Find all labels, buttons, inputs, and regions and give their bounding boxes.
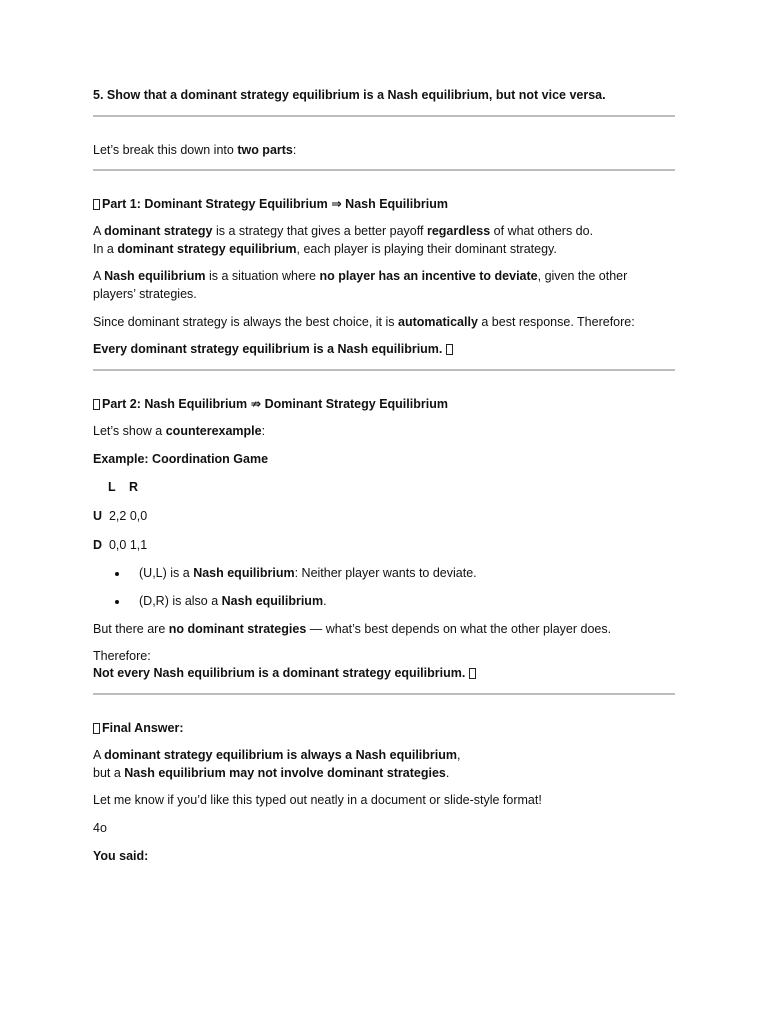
part2-conclusion: Not every Nash equilibrium is a dominant strategy equilibrium. <box>93 665 478 682</box>
missing-glyph-icon <box>93 399 100 410</box>
part1-paragraph-1: A dominant strategy is a strategy that gives a better payoff regardless of what others do. <box>93 224 594 238</box>
divider <box>93 169 675 171</box>
missing-glyph-icon <box>446 344 453 355</box>
divider <box>93 693 675 695</box>
part1-paragraph-3: A Nash equilibrium is a situation where no player has an incentive to deviate, given the other <box>93 269 628 283</box>
payoff-col-header-r: R <box>129 480 139 494</box>
payoff-row-d: D 0,0 1,1 <box>93 538 148 552</box>
divider <box>93 369 675 371</box>
not-implies-arrow-icon: ⇏ <box>250 397 262 411</box>
bullet-item-2: (D,R) is also a Nash equilibrium. <box>139 594 327 608</box>
bullet-item-1: (U,L) is a Nash equilibrium: Neither player wants to deviate. <box>139 566 477 580</box>
part1-paragraph-3-cont: players’ strategies. <box>93 287 197 301</box>
part1-heading: Part 1: Dominant Strategy Equilibrium ⇒ Nash Equilibrium <box>93 196 448 213</box>
final-line-1: A dominant strategy equilibrium is always a Nash equilibrium, <box>93 748 461 762</box>
part1-conclusion: Every dominant strategy equilibrium is a Nash equilibrium. <box>93 341 455 358</box>
part1-paragraph-2: In a dominant strategy equilibrium, each player is playing their dominant strategy. <box>93 242 557 256</box>
intro-text: Let’s break this down into two parts: <box>93 143 297 157</box>
therefore-label: Therefore: <box>93 649 151 663</box>
bullet-dot <box>115 572 119 576</box>
part1-paragraph-4: Since dominant strategy is always the best choice, it is automatically a best response. Therefore: <box>93 315 635 329</box>
part2-heading: Part 2: Nash Equilibrium ⇏ Dominant Strategy Equilibrium <box>93 396 448 413</box>
final-line-2: but a Nash equilibrium may not involve dominant strategies. <box>93 766 450 780</box>
implies-arrow-icon: ⇒ <box>331 197 342 211</box>
example-title: Example: Coordination Game <box>93 452 269 466</box>
missing-glyph-icon <box>93 723 100 734</box>
part2-paragraph: But there are no dominant strategies — what’s best depends on what the other player does. <box>93 622 612 636</box>
you-said-label: You said: <box>93 849 149 863</box>
payoff-row-u: U 2,2 0,0 <box>93 509 148 523</box>
question-title: 5. Show that a dominant strategy equilibrium is a Nash equilibrium, but not vice versa. <box>93 88 606 102</box>
closing-text: Let me know if you’d like this typed out neatly in a document or slide-style format! <box>93 793 542 807</box>
divider <box>93 115 675 117</box>
payoff-col-header-l: L <box>108 480 116 494</box>
missing-glyph-icon <box>469 668 476 679</box>
model-label: 4o <box>93 821 107 835</box>
final-heading: Final Answer: <box>93 720 184 737</box>
bullet-dot <box>115 600 119 604</box>
missing-glyph-icon <box>93 199 100 210</box>
part2-intro: Let’s show a counterexample: <box>93 424 266 438</box>
